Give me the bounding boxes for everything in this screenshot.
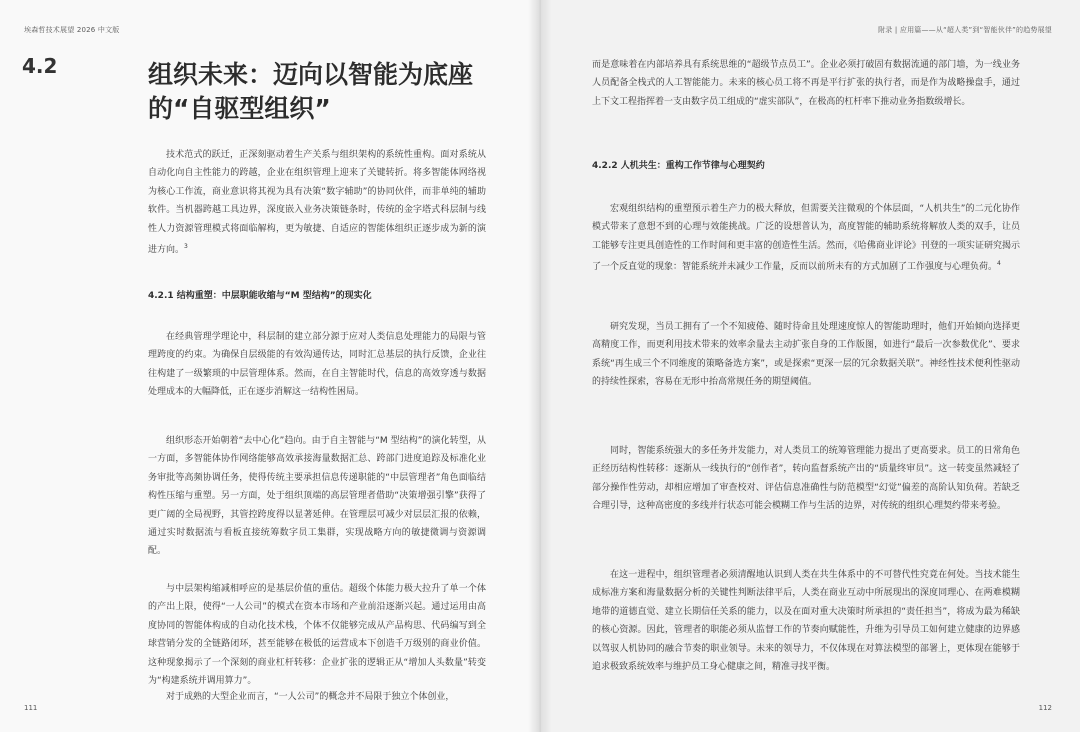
body-paragraph: 对于成熟的大型企业而言，“一人公司”的概念并不局限于独立个体创业，	[166, 692, 455, 702]
body-paragraph: 组织形态开始朝着“去中心化”趋向。由于自主智能与“M 型结构”的演化转型，从一方面，多智能体协作网络能够高效承接海量数据汇总、跨部门进度追踪及标准化业务审批等高频协调任务，使得传统主要承担信息传递职能的“中层管理者”角色面临结构性压缩与重塑。另一方面，处于组织顶端的高层管理者借助“决策增强引擎”获得了更广阔的全局视野，其管控跨度得以显著延伸。在管理层可减少对层层汇报的依赖，通过实时数据流与看板直接统筹数字员工集群，实现战略方向的敏捷微调与资源调配。	[148, 436, 486, 557]
footnote-marker: 4	[997, 260, 1001, 268]
body-paragraph: 在这一进程中，组织管理者必须清醒地认识到人类在共生体系中的不可替代性究竟在何处。当技术能生成标准方案和海量数据分析的关键性判断法律平后，人类在商业互动中所展现出的深度同理心、在两难模糊地带的道德直觉、建立长期信任关系的能力，以及在面对重大决策时所承担的“责任担当”，将成为最为稀缺的核心资源。因此，管理者的职能必须从监督工作的节奏向赋能性，升维为引导员工如何建立健康的边界感以驾驭人机协同的融合节奏的职业领导。未来的领导力，不仅体现在对算法模型的部署上，更体现在能够于追求极致系统效率与维护员工身心健康之间，精准寻找平衡。	[592, 570, 1020, 673]
right-page	[540, 0, 1080, 732]
title-line: 的“自驱型组织”	[148, 94, 331, 123]
subheading: 4.2.1 结构重塑：中层职能收缩与“M 型结构”的现实化	[148, 291, 372, 301]
title-line: 组织未来：迈向以智能为底座	[148, 60, 474, 89]
body-paragraph: 同时，智能系统强大的多任务并发能力，对人类员工的统筹管理能力提出了更高要求。员工的日常角色正经历结构性转移：逐渐从一线执行的“创作者”，转向监督系统产出的“质量终审员”。这一转变虽然减轻了部分操作性劳动，却相应增加了审查校对、评估信息准确性与防范模型“幻觉”偏差的高阶认知负荷。若缺乏合理引导，这种高密度的多线并行状态可能会模糊工作与生活的边界，对传统的组织心理契约带来考验。	[592, 446, 1020, 512]
body-paragraph: 研究发现，当员工拥有了一个不知疲倦、随时待命且处理速度惊人的智能助理时，他们开始倾向选择更高精度工作，而更利用技术带来的效率余量去主动扩张自身的工作版图，如进行“最后一次参数优化”、要求系统“再生成三个不同维度的策略备选方案”，或是探索“更深一层的冗余数据关联”。神经性技术便利性驱动的持续性探索，容易在无形中抬高常规任务的期望阈值。	[592, 322, 1020, 388]
running-head: 埃森哲技术展望 2026 中文版	[24, 26, 120, 34]
page-number: 111	[24, 704, 38, 712]
book-gutter-shadow	[528, 0, 552, 732]
subheading: 4.2.2 人机共生：重构工作节律与心理契约	[592, 161, 765, 171]
running-head: 附录 | 应用篇——从“超人类”到“智能伙伴”的趋势展望	[878, 26, 1052, 34]
body-paragraph: 与中层架构缩减相呼应的是基层价值的重估。超级个体能力极大拉升了单一个体的产出上限，使得“一人公司”的模式在资本市场和产业前沿逐渐兴起。通过运用由高度协同的智能体构成的自动化技术栈，个体不仅能够完成从产品构思、代码编写到全球营销分发的全链路闭环，甚至能够在极低的运营成本下创造千万级别的商业价值。这种现象揭示了一个深刻的商业杠杆转移：企业扩张的逻辑正从“增加人头数量”转变为“构建系统并调用算力”。	[148, 584, 486, 687]
body-paragraph: 技术范式的跃迁，正深刻驱动着生产关系与组织架构的系统性重构。面对系统从自动化向自主性能力的跨越，企业在组织管理上迎来了关键转折。将多智能体网络视为核心工作流，商业意识将其视为具有决策“数字辅助”的协同伙伴，而非单纯的辅助软件。当机器跨越工具边界，深度嵌入业务决策链条时，传统的金字塔式科层制与线性人力资源管理模式将面临解构，更为敏捷、自适应的智能体组织正逐步成为新的演进方向。$^3$	[148, 150, 486, 256]
section-title	[148, 58, 493, 126]
body-paragraph: 在经典管理学理论中，科层制的建立部分源于应对人类信息处理能力的局限与管理跨度的约束。为确保自层级能的有效沟通传达，同时汇总基层的执行反馈，企业往往构建了一级繁琐的中层管理体系。然而，在自主智能时代，信息的高效穿透与数据处理成本的大幅降低，正在逐步消解这一结构性困局。	[148, 332, 486, 398]
footnote-marker: 3	[184, 243, 188, 251]
body-paragraph: 宏观组织结构的重塑预示着生产力的极大释放，但需要关注微观的个体层面，“人机共生”的二元化协作模式带来了意想不到的心理与效能挑战。广泛的设想普认为，高度智能的辅助系统将解放人类的双手，让员工能够专注更具创造性的工作时间和更丰富的创造性生活。然而，《哈佛商业评论》刊登的一项实证研究揭示了一个反直觉的现象：智能系统并未减少工作量，反而以前所未有的方式加剧了工作强度与心理负荷。$^4$	[592, 204, 1020, 273]
page-number: 112	[1038, 704, 1052, 712]
section-number: 4.2	[22, 54, 58, 78]
body-paragraph: 而是意味着在内部培养具有系统思维的“超级节点员工”。企业必须打破固有数据流通的部门墙，为一线业务人员配备全栈式的人工智能能力。未来的核心员工将不再是平行扩张的执行者，而是作为战略操盘手，通过上下文工程指挥着一支由数字员工组成的“虚实部队”，在极高的杠杆率下推动业务指数级增长。	[592, 60, 1020, 107]
